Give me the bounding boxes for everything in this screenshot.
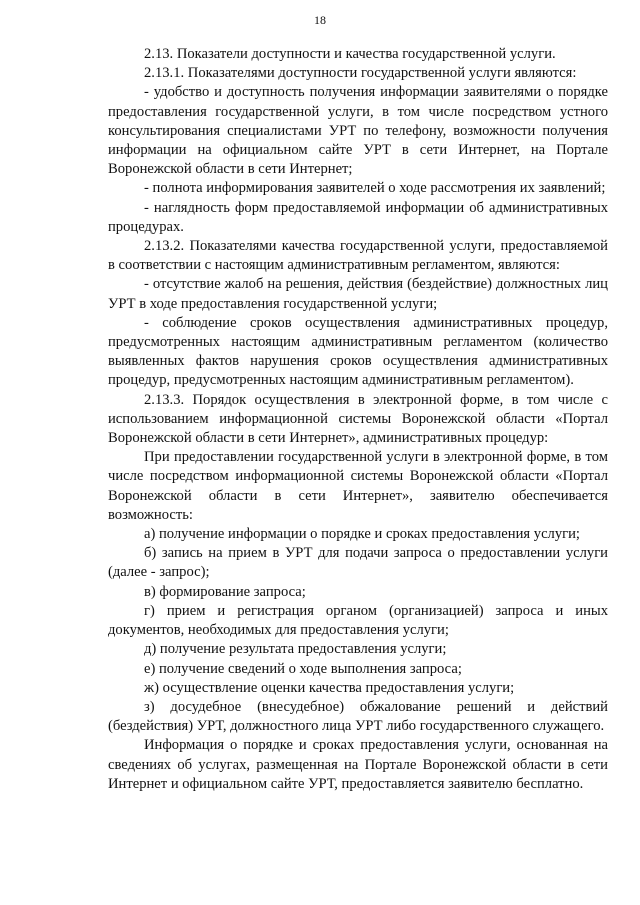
list-item-completeness: - полнота информирования заявителей о ходе рассмотрения их заявлений; <box>144 180 606 197</box>
document-body <box>108 45 608 794</box>
closing-paragraph: Информация о порядке и сроках предоставления услуги, основанная на сведениях об услугах, размещенная на Портале Воронежской области в сети Интернет и официальном сайте УРТ, предоставляется заявителю бесплатно. <box>108 737 608 792</box>
subsection-2-13-2-heading: 2.13.2. Показателями качества государственной услуги, предоставляемой в соответствии с настоящим административным регламентом, являются: <box>108 238 608 274</box>
list-item-deadlines: - соблюдение сроков осуществления административных процедур, предусмотренных настоящим административным регламентом (количество выявленных фактов нарушения сроков осуществления административных процедур, предусмотренных настоящим административным регламентом). <box>108 314 608 389</box>
list-item-z: з) досудебное (внесудебное) обжалование решений и действий (бездействия) УРТ, должностного лица УРТ либо государственного служащего. <box>108 698 608 735</box>
list-item-e: е) получение сведений о ходе выполнения запроса; <box>144 660 462 677</box>
subsection-2-13-1-heading: 2.13.1. Показателями доступности государственной услуги являются: <box>144 65 577 82</box>
electronic-form-intro: При предоставлении государственной услуги в электронной форме, в том числе посредством информационной системы Воронежской области «Портал Воронежской области в сети Интернет», заявителю обеспечивается возможность: <box>108 449 608 523</box>
list-item-no-complaints: - отсутствие жалоб на решения, действия (бездействие) должностных лиц УРТ в ходе предоставления государственной услуги; <box>108 276 608 312</box>
subsection-2-13-3-heading: 2.13.3. Порядок осуществления в электронной форме, в том числе с использованием информационной системы Воронежской области «Портал Воронежской области в сети Интернет», административных процедур: <box>108 391 608 447</box>
list-item-zh: ж) осуществление оценки качества предоставления услуги; <box>144 679 515 696</box>
list-item-g: г) прием и регистрация органом (организацией) запроса и иных документов, необходимых для предоставления услуги; <box>108 602 608 639</box>
list-item-a: а) получение информации о порядке и сроках предоставления услуги; <box>144 526 580 543</box>
page-number: 18 <box>314 13 326 27</box>
list-item-visibility: - наглядность форм предоставляемой информации об административных процедурах. <box>108 199 608 235</box>
list-item-convenience: - удобство и доступность получения информации заявителями о порядке предоставления государственной услуги, в том числе посредством устного консультирования специалистами УРТ по телефону, возможности получения информации на официальном сайте УРТ в сети Интернет, на Портале Воронежской области в сети Интернет; <box>108 84 608 178</box>
list-item-b: б) запись на прием в УРТ для подачи запроса о предоставлении услуги (далее - запрос); <box>108 545 608 581</box>
list-item-v: в) формирование запроса; <box>144 583 306 600</box>
section-heading-2-13: 2.13. Показатели доступности и качества государственной услуги. <box>144 46 556 62</box>
list-item-d: д) получение результата предоставления услуги; <box>144 641 447 658</box>
